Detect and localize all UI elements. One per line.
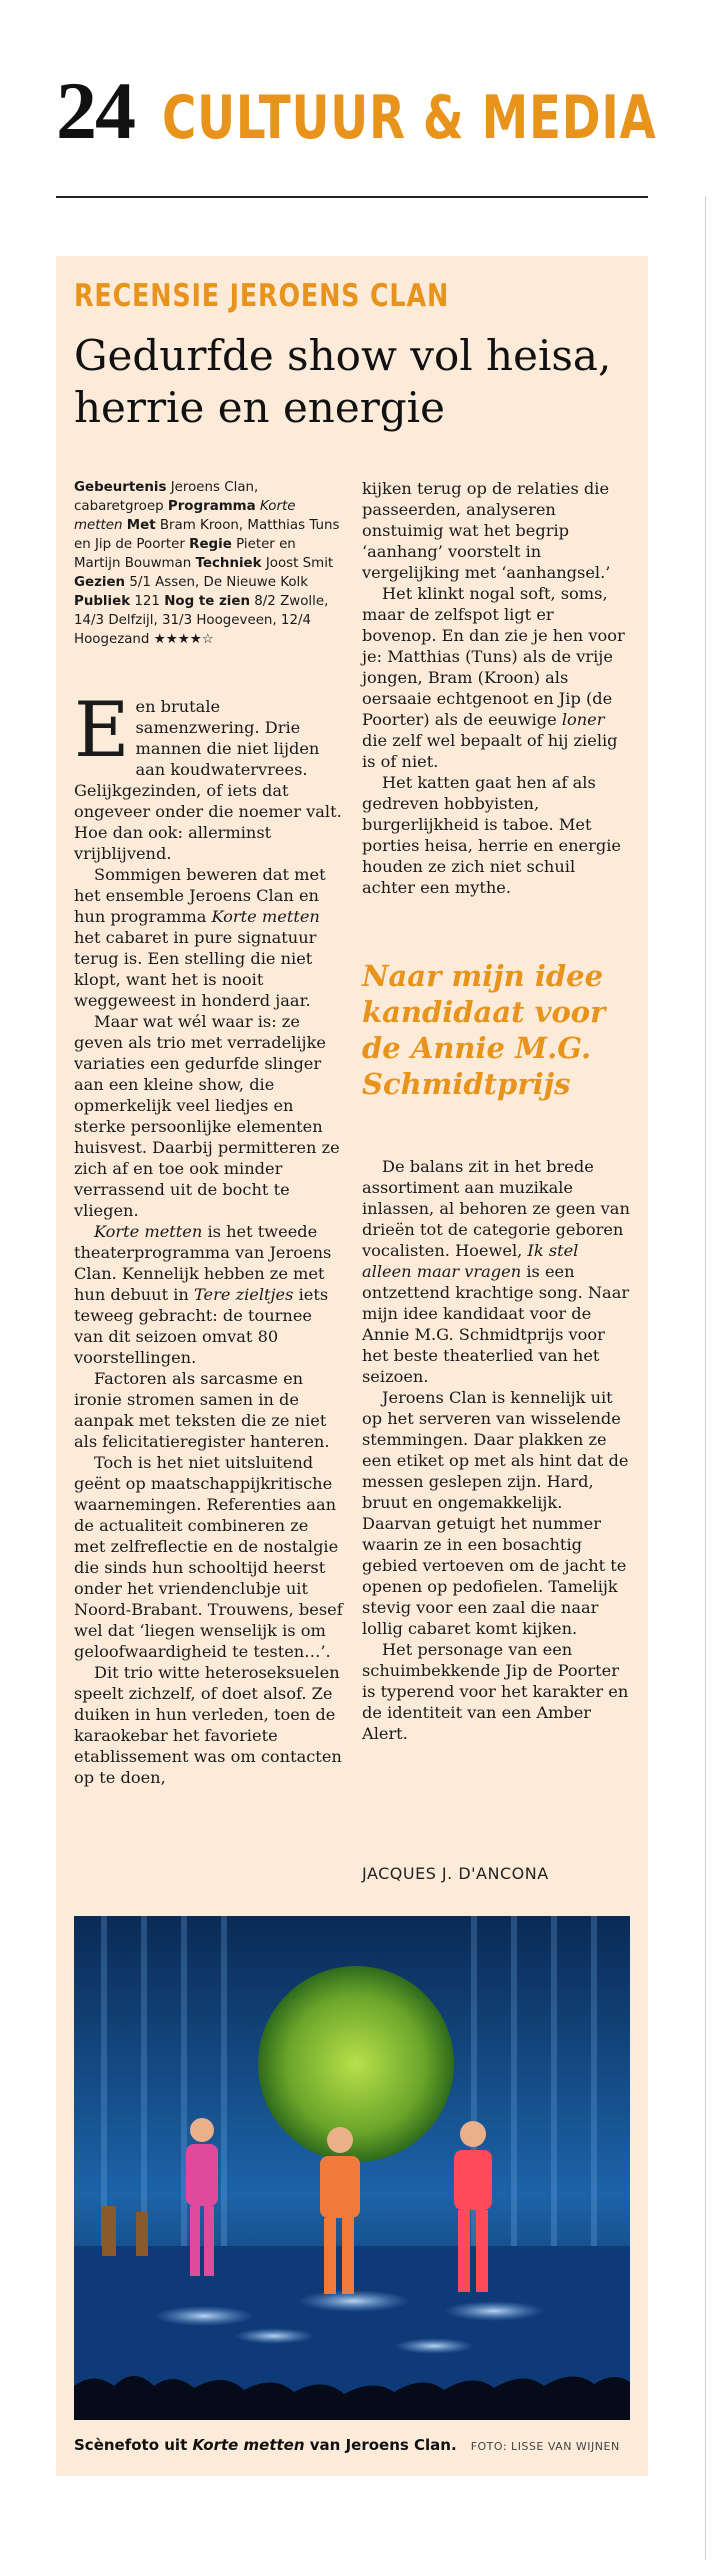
body-paragraph: Jeroens Clan is kennelijk uit op het serveren van wisselende stemmingen. Daar plakken ze een etiket op met als hint dat de messen geslepen zijn. Hard, bruut en ongemakkelijk. Daarvan getuigt het nummer waarin ze in een bosachtig gebied vertoeven om de jacht te openen op pedofielen. Tamelijk stevig voor een zaal die naar lollig cabaret komt kijken. xyxy=(362,1388,629,1638)
program-title: Tere zieltjes xyxy=(193,1285,294,1304)
body-column-right-top xyxy=(362,478,632,898)
body-paragraph xyxy=(74,1221,344,1368)
paragraph-text: De balans zit in het brede assortiment aan muzikale inlassen, al behoren ze geen van drieën tot de categorie geboren vocalisten. Hoewel, xyxy=(362,1157,630,1260)
meta-label: Met xyxy=(126,518,156,533)
song-title: Ik stel alleen maar vragen xyxy=(362,1241,579,1281)
meta-value: Jeroens Clan, cabaretgroep xyxy=(74,480,259,514)
meta-value: 5/1 Assen, De Nieuwe Kolk xyxy=(129,575,308,590)
emphasis: loner xyxy=(561,710,605,729)
caption-text: Scènefoto uit xyxy=(74,2436,193,2454)
review-info-box xyxy=(74,478,346,649)
body-column-right-bottom xyxy=(362,1156,632,1744)
page-number: 24 xyxy=(56,65,134,156)
body-paragraph xyxy=(362,1156,632,1387)
meta-label: Nog te zien xyxy=(164,594,250,609)
star-rating: ★★★★☆ xyxy=(153,632,214,647)
stage-photo-illustration xyxy=(74,1916,630,2420)
photo-caption xyxy=(74,2436,630,2454)
meta-value: 121 xyxy=(134,594,160,609)
column-divider xyxy=(705,196,706,2560)
section-title: CULTUUR & MEDIA xyxy=(162,83,657,153)
program-title: Korte metten xyxy=(94,1222,203,1241)
paragraph-text: die zelf wel bepaalt of hij zielig is of niet. xyxy=(362,731,618,771)
body-paragraph: Maar wat wél waar is: ze geven als trio met verradelijke variaties een gedurfde slinger aan een kleine show, die opmerkelijk veel liedjes en sterke persoonlijke elementen huisvest. Daarbij permitteren ze zich af en toe ook minder verrassend uit de bocht te vliegen. xyxy=(74,1012,340,1220)
stage-photo xyxy=(74,1916,630,2420)
body-paragraph xyxy=(362,583,632,772)
meta-value: Pieter en Martijn Bouwman xyxy=(74,537,296,571)
paragraph-text: en brutale samenzwering. Drie mannen die niet lijden aan koudwatervrees. Gelijkgezinden, of iets dat ongeveer onder die noemer valt. Hoe dan ook: allerminst vrijblijvend. xyxy=(74,697,342,863)
meta-value: Korte metten xyxy=(74,499,296,533)
body-column-left xyxy=(74,685,344,1788)
meta-label: Publiek xyxy=(74,594,131,609)
meta-label: Regie xyxy=(189,537,232,552)
body-paragraph xyxy=(74,685,344,864)
body-paragraph: Toch is het niet uitsluitend geënt op maatschappijkritische waarnemingen. Referenties aan de actualiteit combineren ze met zelfreflectie en de nostalgie die sinds hun schooltijd heerst onder het vriendenclubje uit Noord-Brabant. Trouwens, besef wel dat ‘liegen wenselijk is om geloofwaardigheid te testen…’. xyxy=(74,1453,343,1661)
body-paragraph: kijken terug op de relaties die passeerden, analyseren onstuimig wat het begrip ‘aanhang’ voorstelt in vergelijking met ‘aanhangsel.’ xyxy=(362,479,611,582)
drop-cap: E xyxy=(74,685,130,774)
caption-text: van Jeroens Clan. xyxy=(304,2436,457,2454)
caption-program-title: Korte metten xyxy=(192,2436,305,2454)
body-paragraph: Factoren als sarcasme en ironie stromen samen in de aanpak met teksten die ze niet als felicitatieregister hanteren. xyxy=(74,1369,330,1451)
paragraph-text: iets teweeg gebracht: de tournee van dit seizoen omvat 80 voorstellingen. xyxy=(74,1285,329,1367)
header-divider xyxy=(56,196,648,198)
article-kicker: RECENSIE JEROENS CLAN xyxy=(74,278,450,314)
meta-label: Gebeurtenis xyxy=(74,480,167,495)
meta-value: Bram Kroon, Matthias Tuns en Jip de Poorter xyxy=(74,518,340,552)
meta-value: Joost Smit xyxy=(265,556,334,571)
body-paragraph xyxy=(74,864,344,1011)
body-paragraph: Het katten gaat hen af als gedreven hobbyisten, burgerlijkheid is taboe. Met porties heisa, herrie en energie houden ze zich niet schuil achter een mythe. xyxy=(362,773,621,897)
meta-value: 8/2 Zwolle, 14/3 Delfzijl, 31/3 Hoogeveen, 12/4 Hoogezand xyxy=(74,594,329,647)
paragraph-text: Het klinkt nogal soft, soms, maar de zelfspot ligt er bovenop. En dan zie je hen voor je: Matthias (Tuns) als de vrije jongen, Bram (Kroon) als oersaaie echtgenoot en Jip (de Poorter) als de eeuwige xyxy=(362,584,625,729)
paragraph-text: Sommigen beweren dat met het ensemble Jeroens Clan en hun programma xyxy=(74,865,326,926)
meta-label: Gezien xyxy=(74,575,126,590)
masthead xyxy=(56,62,723,156)
meta-label: Techniek xyxy=(195,556,262,571)
program-title: Korte metten xyxy=(211,907,320,926)
paragraph-text: is een ontzettend krachtige song. Naar mijn idee kandidaat voor de Annie M.G. Schmidtprijs voor het beste theaterlied van het seizoen. xyxy=(362,1262,630,1386)
review-article xyxy=(56,256,648,2476)
byline: JACQUES J. D'ANCONA xyxy=(362,1864,549,1883)
paragraph-text: is het tweede theaterprogramma van Jeroens Clan. Kennelijk hebben ze met hun debuut in xyxy=(74,1222,332,1304)
paragraph-text: het cabaret in pure signatuur terug is. Een stelling die niet klopt, want het is nooit weggeweest in honderd jaar. xyxy=(74,928,317,1010)
body-paragraph: Dit trio witte heteroseksuelen speelt zichzelf, of doet alsof. Ze duiken in hun verleden, toen de karaokebar het favoriete etablissement was om contacten op te doen, xyxy=(74,1663,342,1787)
pull-quote: Naar mijn idee kandidaat voor de Annie M.G. Schmidtprijs xyxy=(362,959,606,1101)
article-headline: Gedurfde show vol heisa, herrie en energie xyxy=(74,331,612,432)
photo-credit: FOTO: LISSE VAN WIJNEN xyxy=(470,2440,620,2453)
meta-label: Programma xyxy=(167,499,256,514)
body-paragraph: Het personage van een schuimbekkende Jip de Poorter is typerend voor het karakter en de identiteit van een Amber Alert. xyxy=(362,1640,629,1743)
